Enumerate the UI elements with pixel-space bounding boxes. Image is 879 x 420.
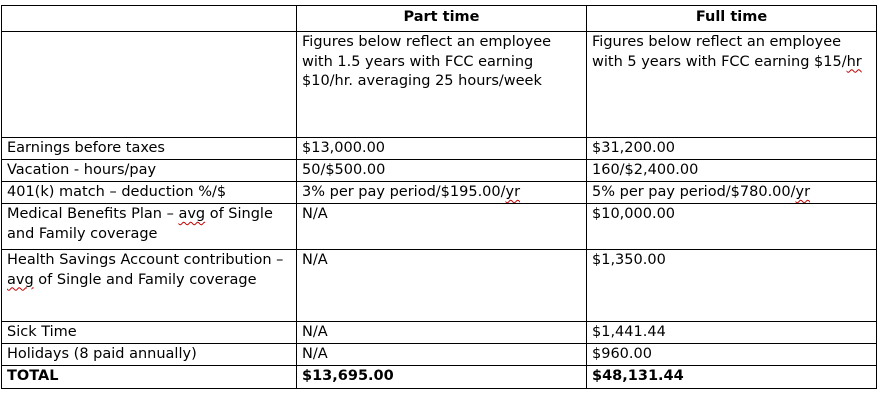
row-label-start: Health Savings Account contribution – <box>7 252 284 268</box>
total-part-time: $13,695.00 <box>297 366 587 389</box>
row-label: Holidays (8 paid annually) <box>2 344 297 366</box>
total-full-time: $48,131.44 <box>587 366 877 389</box>
header-part-time: Part time <box>297 6 587 32</box>
part-time-value: N/A <box>297 250 587 322</box>
header-row <box>2 6 877 32</box>
full-time-value <box>587 182 877 204</box>
description-full-time-text: Figures below reflect an employee with 5 years with FCC earning $15/ <box>592 34 847 70</box>
row-label-abbrev: avg <box>7 271 34 288</box>
part-time-value <box>297 182 587 204</box>
row-label-end: of Single and Family coverage <box>7 206 273 242</box>
full-time-value-text: 5% per pay period/$780.00/ <box>592 184 796 200</box>
description-part-time: Figures below reflect an employee with 1.5 years with FCC earning $10/hr. averaging 25 hours/week <box>297 32 587 138</box>
row-label <box>2 204 297 250</box>
table-row <box>2 250 877 322</box>
row-label: Earnings before taxes <box>2 138 297 160</box>
part-time-value: 50/$500.00 <box>297 160 587 182</box>
full-time-value: $960.00 <box>587 344 877 366</box>
part-time-value: N/A <box>297 204 587 250</box>
row-label-start: Medical Benefits Plan – <box>7 206 179 222</box>
row-label: Vacation - hours/pay <box>2 160 297 182</box>
description-full-time-unit: hr <box>846 53 862 70</box>
table-row <box>2 182 877 204</box>
part-time-value: $13,000.00 <box>297 138 587 160</box>
total-row <box>2 366 877 389</box>
description-row <box>2 32 877 138</box>
part-time-value-text: 3% per pay period/$195.00/ <box>302 184 506 200</box>
part-time-value-unit: yr <box>505 184 521 200</box>
description-full-time <box>587 32 877 138</box>
table-row <box>2 160 877 182</box>
full-time-value: $1,350.00 <box>587 250 877 322</box>
full-time-value: $1,441.44 <box>587 322 877 344</box>
description-label-cell <box>2 32 297 138</box>
table-row <box>2 138 877 160</box>
table-row <box>2 204 877 250</box>
row-label <box>2 250 297 322</box>
part-time-value: N/A <box>297 322 587 344</box>
total-label: TOTAL <box>2 366 297 389</box>
row-label: Sick Time <box>2 322 297 344</box>
full-time-value-unit: yr <box>795 184 811 200</box>
row-label-abbrev: avg <box>178 206 206 222</box>
full-time-value: 160/$2,400.00 <box>587 160 877 182</box>
row-label: 401(k) match – deduction %/$ <box>2 182 297 204</box>
full-time-value: $31,200.00 <box>587 138 877 160</box>
table-row <box>2 344 877 366</box>
part-time-value: N/A <box>297 344 587 366</box>
header-full-time: Full time <box>587 6 877 32</box>
table-row <box>2 322 877 344</box>
full-time-value: $10,000.00 <box>587 204 877 250</box>
header-label-cell <box>2 6 297 32</box>
compensation-comparison-table <box>1 5 877 389</box>
row-label-end: of Single and Family coverage <box>33 271 257 288</box>
